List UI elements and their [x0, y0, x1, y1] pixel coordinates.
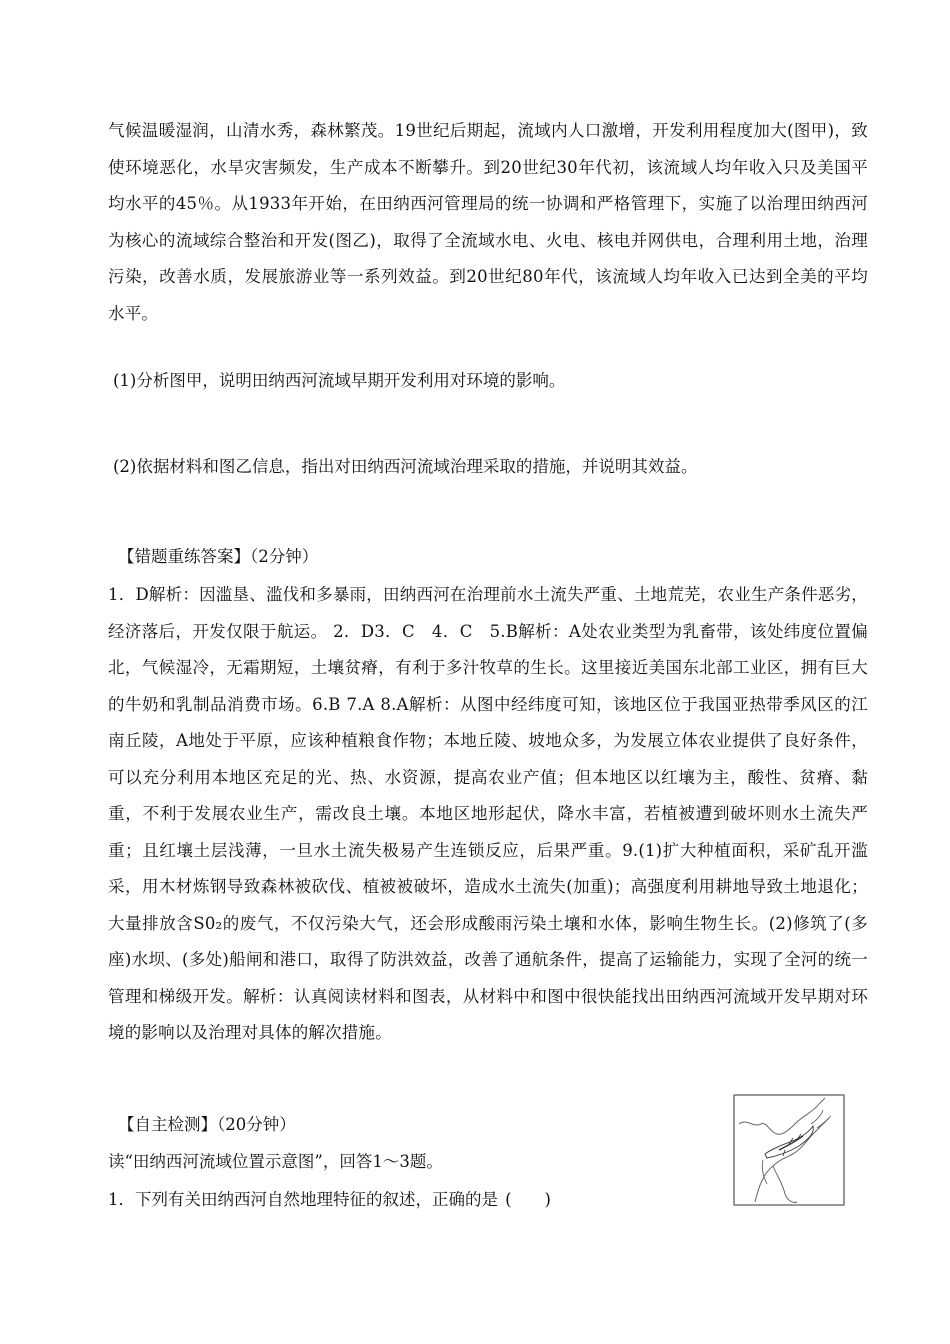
self-test-heading-line [118, 1113, 296, 1137]
map-sketch [733, 1094, 845, 1206]
answers-paragraph: 1．D解析：因滥垦、滥伐和多暴雨，田纳西河在治理前水土流失严重、土地荒芜，农业生产条件恶劣，经济落后，开发仅限于航运。 2．D3．C 4．C 5.B解析：A处农业类型为乳畜带，该处纬度位置偏北，气候湿冷，无霜期短，土壤贫瘠，有利于多汁牧草的生长。这里接近美国东北部工业区，拥有巨大的牛奶和乳制品消费市场。6.B 7.A 8.A解析：从图中经纬度可知，该地区位于我国亚热带季风区的江南丘陵，A地处于平原，应该种植粮食作物；本地丘陵、坡地众多，为发展立体农业提供了良好条件，可以充分利用本地区充足的光、热、水资源，提高农业产值；但本地区以红壤为主，酸性、贫瘠、黏重，不利于发展农业生产，需改良土壤。本地区地形起伏，降水丰富，若植被遭到破坏则水土流失严重；且红壤土层浅薄，一旦水土流失极易产生连锁反应，后果严重。9.(1)扩大种植面积，采矿乱开滥采，用木材炼钢导致森林被砍伐、植被被破坏，造成水土流失(加重)；高强度利用耕地导致土地退化；大量排放含S0₂的废气，不仅污染大气，还会形成酸雨污染土壤和水体，影响生物生长。(2)修筑了(多座)水坝、(多处)船闸和港口，取得了防洪效益，改善了通航条件，提高了运输能力，实现了全河的统一管理和梯级开发。解析：认真阅读材料和图表，从材料中和图中很快能找出田纳西河流域开发早期对环境的影响以及治理对具体的解次措施。 [108, 585, 868, 1042]
answers-heading: 【错题重练答案】 [118, 547, 250, 566]
answers-time: （2分钟） [250, 547, 319, 566]
material-paragraph: 气候温暖湿润，山清水秀，森林繁茂。19世纪后期起，流域内人口激增，开发利用程度加大(图甲)，致使环境恶化，水旱灾害频发，生产成本不断攀升。到20世纪30年代初，该流域人均年收入只及美国平均水平的45％。从1933年开始，在田纳西河管理局的统一协调和严格管理下，实施了以治理田纳西河为核心的流域综合整治和开发(图乙)，取得了全流域水电、火电、核电并网供电，合理利用土地，治理污染，改善水质，发展旅游业等一系列效益。到20世纪80年代，该流域人均年收入已达到全美的平均水平。 [108, 121, 868, 323]
question-1: (1)分析图甲，说明田纳西河流域早期开发利用对环境的影响。 [113, 371, 566, 390]
self-test-intro: 读“田纳西河流域位置示意图”，回答1～3题。 [108, 1152, 443, 1171]
question-2: (2)依据材料和图乙信息，指出对田纳西河流域治理采取的措施，并说明其效益。 [113, 457, 698, 476]
answer-parentheses: ( ) [505, 1190, 551, 1209]
tennessee-basin-map [733, 1094, 845, 1206]
q1-text: 1．下列有关田纳西河自然地理特征的叙述，正确的是 [108, 1190, 498, 1209]
self-test-heading: 【自主检测】 [118, 1115, 217, 1134]
self-test-time: （20分钟） [217, 1115, 296, 1134]
question-line-1 [108, 1188, 558, 1212]
answers-heading-line [118, 545, 318, 569]
